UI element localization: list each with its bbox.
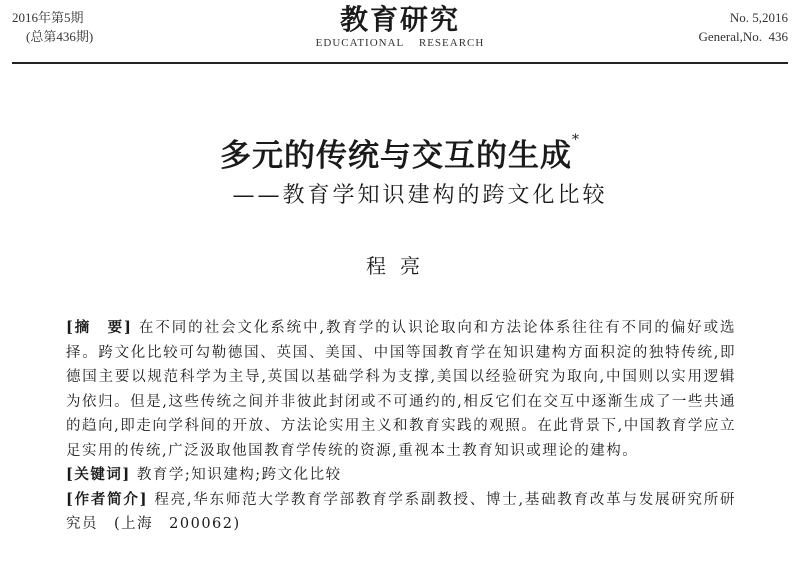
abstract-paragraph bbox=[66, 316, 736, 463]
total-issue-cn: (总第436期) bbox=[26, 29, 94, 44]
issue-info-en bbox=[698, 8, 788, 46]
author-info-label: [作者简介] bbox=[66, 490, 149, 508]
abstract-block bbox=[66, 316, 736, 537]
title-text: 多元的传统与交互的生成 bbox=[220, 138, 572, 174]
issue-number-en: No. 5,2016 bbox=[729, 10, 788, 25]
journal-name-cn: 教育研究 bbox=[339, 3, 460, 36]
article-author: 程亮 bbox=[366, 254, 434, 278]
keywords-paragraph bbox=[66, 463, 736, 488]
journal-masthead bbox=[300, 4, 500, 50]
article-subtitle: ——教育学知识建构的跨文化比较 bbox=[232, 183, 608, 208]
issue-number-cn: 2016年第5期 bbox=[12, 10, 84, 25]
keywords-label: [关键词] bbox=[66, 466, 131, 483]
article-title bbox=[0, 130, 800, 175]
title-footnote-mark: * bbox=[572, 132, 580, 148]
abstract-text: 在不同的社会文化系统中,教育学的认识论取向和方法论体系往往有不同的偏好或选择。跨文化比较可勾勒德国、英国、美国、中国等国教育学在知识建构方面积淀的独特传统,即德国主要以规范科学为主导,英国以基础学科为支撑,美国以经验研究为取向,中国则以实用逻辑为依归。但是,这些传统之间并非彼此封闭或不可通约的,相反它们在交互中逐渐生成了一些共通的趋向,即走向学科间的开放、方法论实用主义和教育实践的观照。在此背景下,中国教育学应立足实用的传统,广泛汲取他国教育学传统的资源,重视本土教育知识或理论的建构。 bbox=[66, 320, 736, 459]
abstract-label: [摘 要] bbox=[66, 319, 133, 336]
keywords-text: 教育学;知识建构;跨文化比较 bbox=[136, 467, 342, 483]
total-issue-en: General,No. 436 bbox=[698, 29, 788, 44]
journal-name-en: EDUCATIONAL RESEARCH bbox=[315, 37, 485, 49]
author-info-paragraph bbox=[66, 488, 736, 537]
author-info-text: 程亮,华东师范大学教育学部教育学系副教授、博士,基础教育改革与发展研究所研究员 (上海 200062) bbox=[66, 491, 736, 532]
header-rule bbox=[12, 62, 788, 64]
issue-info-cn bbox=[12, 8, 93, 46]
